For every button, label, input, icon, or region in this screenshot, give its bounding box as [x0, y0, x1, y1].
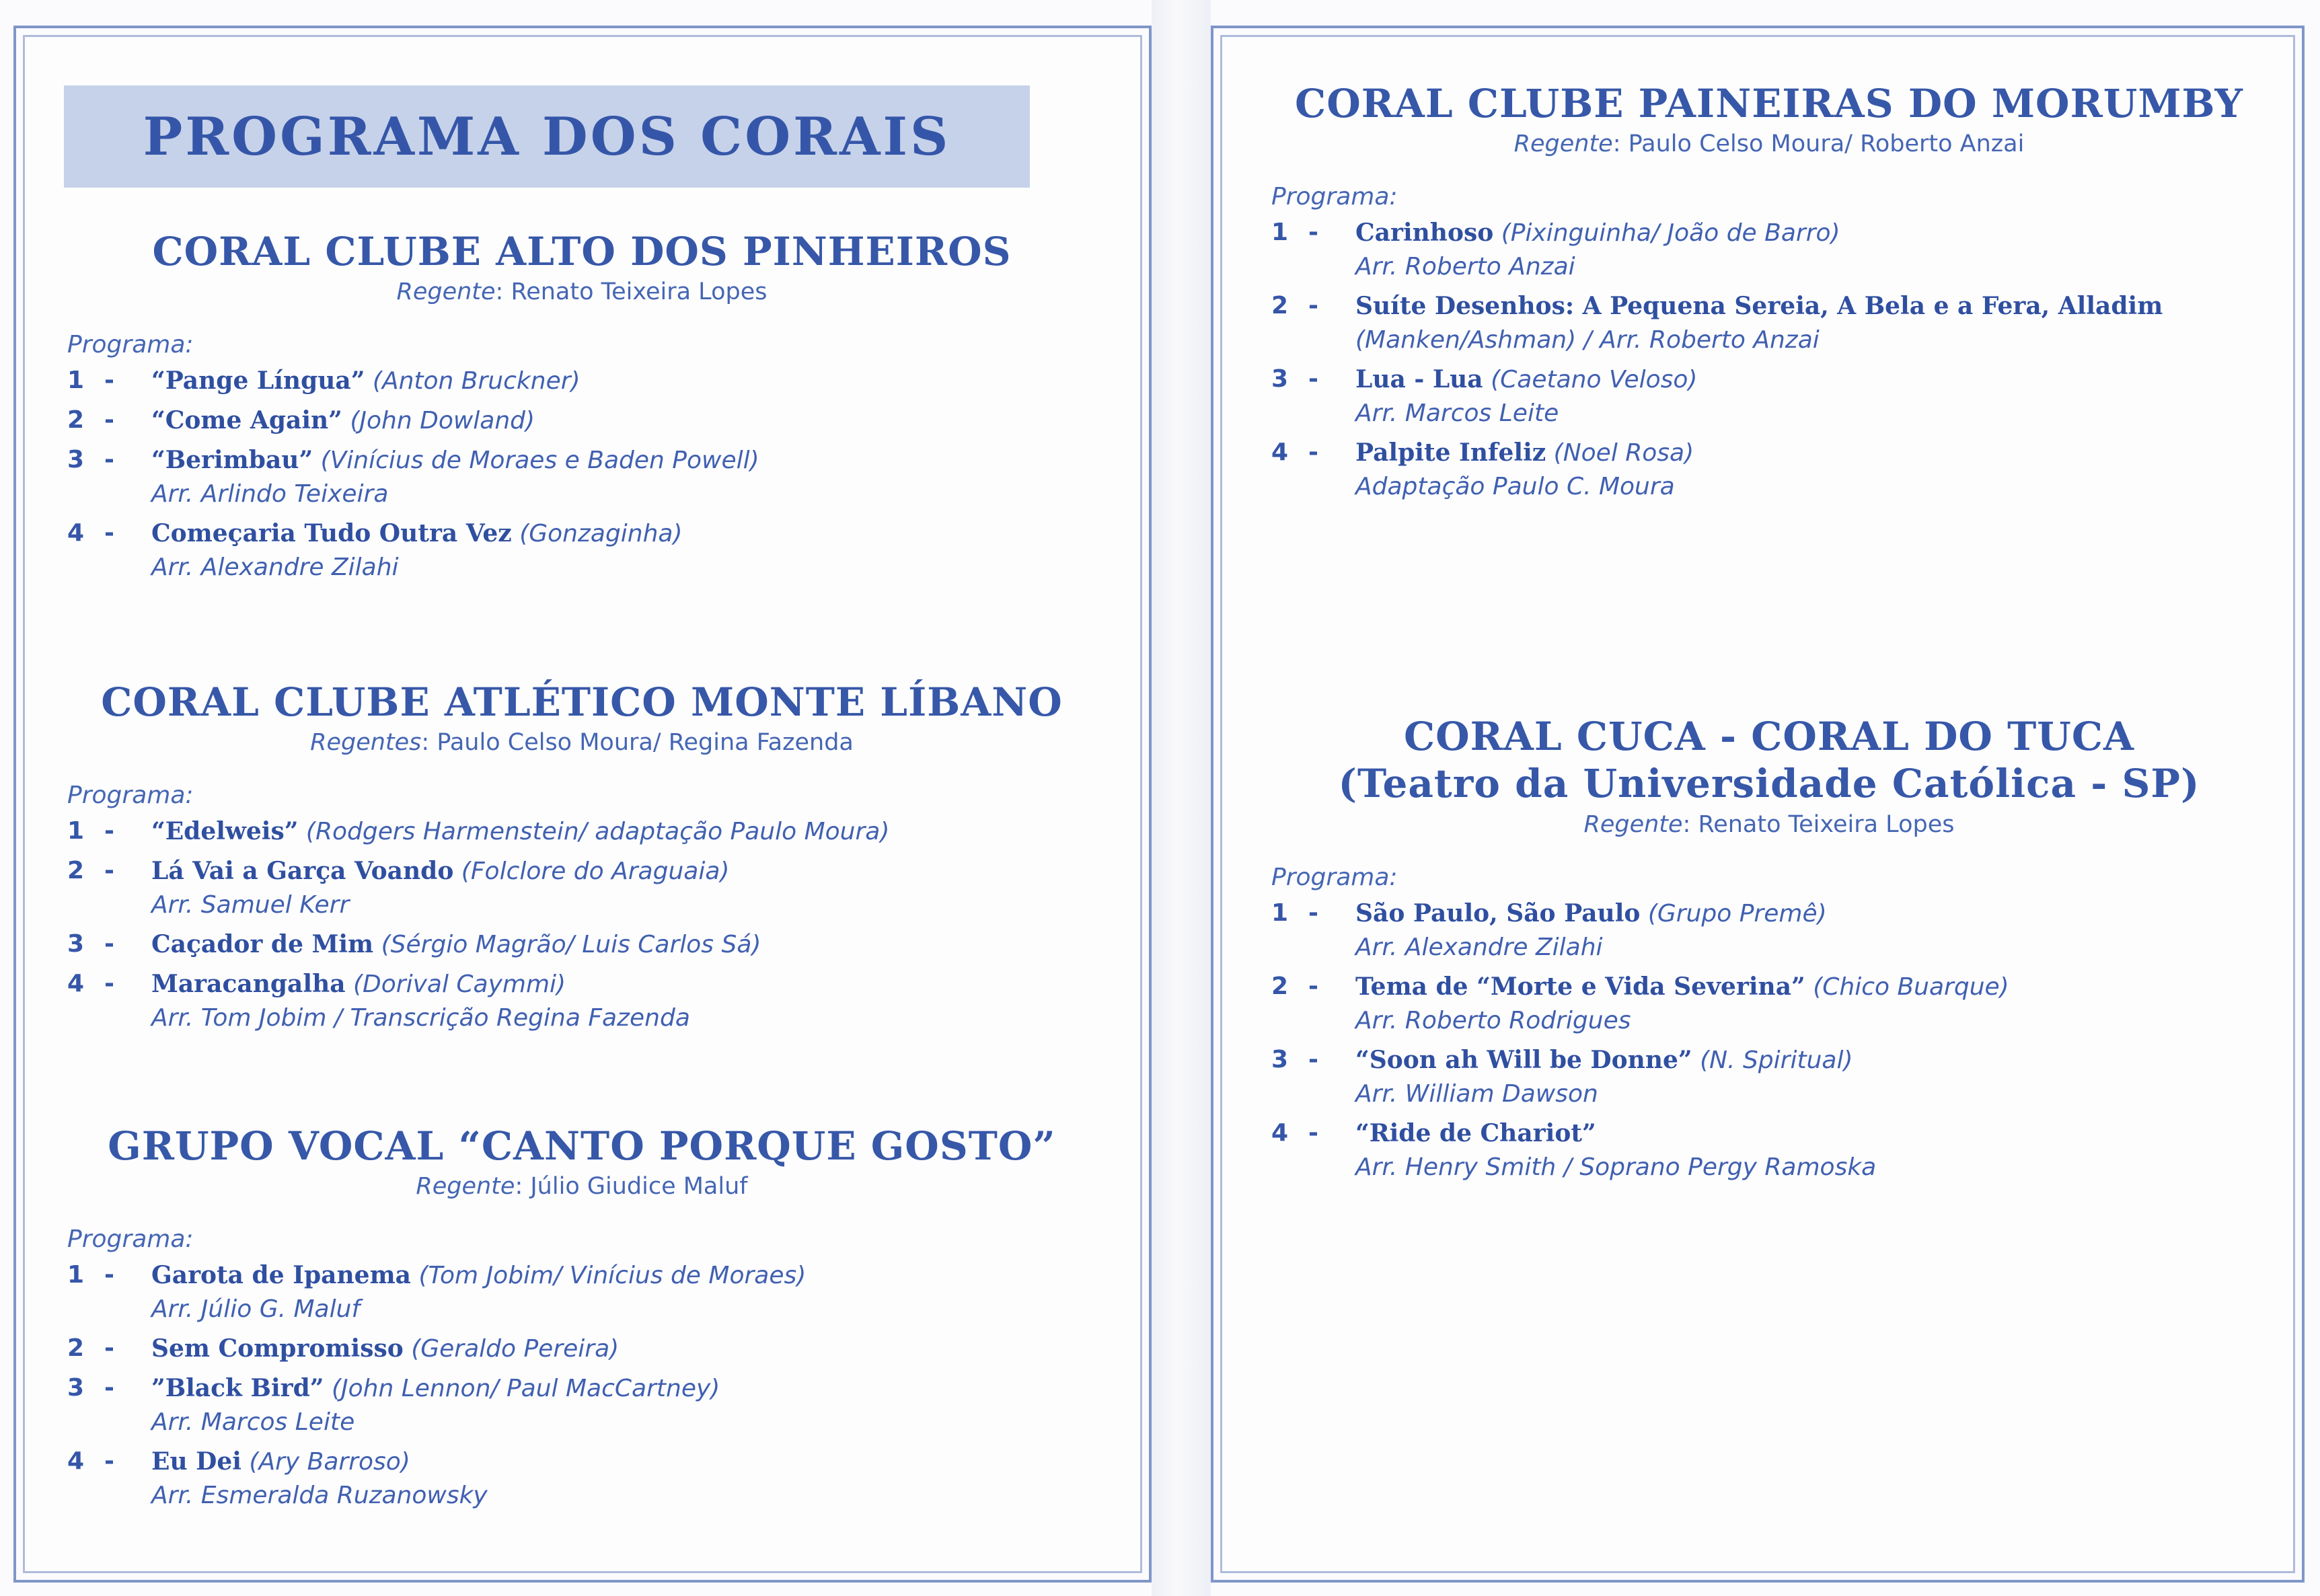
program-item: [1271, 970, 2267, 1038]
item-number: 4: [1271, 1119, 1289, 1147]
item-dash: -: [104, 519, 114, 547]
work-title: “Berimbau”: [151, 446, 313, 474]
work-title: ”Black Bird”: [151, 1374, 324, 1402]
section-alto-dos-pinheiros: [67, 229, 1096, 590]
item-number: 1: [1271, 899, 1289, 927]
item-dash: -: [1308, 899, 1318, 927]
program-item: [1271, 1116, 2267, 1184]
composer: (Chico Buarque): [1813, 973, 2009, 1001]
program-label: Programa:: [67, 782, 194, 809]
composer: (Rodgers Harmenstein/ adaptação Paulo Moura): [305, 818, 890, 845]
work-title: Sem Compromisso: [151, 1334, 404, 1363]
program-label: Programa:: [67, 1225, 194, 1253]
choir-title: CORAL CLUBE ALTO DOS PINHEIROS: [152, 229, 1012, 274]
conductor-role: Regentes: [310, 729, 422, 756]
conductor-line: Regente: Renato Teixeira Lopes: [396, 278, 768, 305]
arrangement: Adaptação Paulo C. Moura: [1355, 473, 1675, 500]
conductor-line: Regente: Júlio Giudice Maluf: [416, 1173, 748, 1200]
item-body: [151, 517, 1096, 584]
item-body: [1355, 1043, 2267, 1111]
work-title: “Soon ah Will be Donne”: [1355, 1046, 1692, 1074]
conductor-line: Regente: Renato Teixeira Lopes: [1583, 811, 1955, 838]
program-list: [67, 364, 1096, 584]
item-number: 2: [1271, 973, 1289, 1000]
arrangement: Arr. Marcos Leite: [1355, 400, 1559, 427]
item-dash: -: [1308, 1119, 1318, 1147]
program-item: [67, 1445, 1096, 1513]
page-fold: [1152, 0, 1211, 1596]
work-title: Carinhoso: [1355, 219, 1494, 247]
conductor-name: Paulo Celso Moura/ Roberto Anzai: [1628, 130, 2025, 157]
item-number: 2: [67, 857, 85, 884]
item-dash: -: [1308, 973, 1318, 1000]
conductor-role: Regente: [396, 278, 496, 305]
item-number: 2: [67, 1334, 85, 1362]
item-dash: -: [104, 817, 114, 845]
item-dash: -: [104, 1374, 114, 1402]
program-label: Programa:: [1271, 183, 1398, 211]
program-list: [67, 1258, 1096, 1513]
program-item: [67, 967, 1096, 1035]
conductor-role: Regente: [1513, 130, 1613, 157]
composer: (Sérgio Magrão/ Luis Carlos Sá): [381, 931, 761, 958]
program-item: [67, 1371, 1096, 1439]
item-dash: -: [1308, 1046, 1318, 1073]
conductor-name: Renato Teixeira Lopes: [1698, 811, 1955, 838]
item-body: [151, 443, 1096, 511]
work-title: Tema de “Morte e Vida Severina”: [1355, 973, 1805, 1001]
item-dash: -: [1308, 292, 1318, 319]
composer: (John Dowland): [350, 407, 535, 434]
program-item: [1271, 897, 2267, 964]
item-number: 3: [67, 446, 85, 473]
work-title: “Edelweis”: [151, 817, 299, 845]
program-list: [67, 814, 1096, 1035]
arrangement: Arr. Marcos Leite: [151, 1408, 355, 1436]
item-number: 3: [1271, 1046, 1289, 1073]
item-dash: -: [104, 930, 114, 958]
item-number: 2: [67, 406, 85, 434]
composer: (Tom Jobim/ Vinícius de Moraes): [418, 1262, 807, 1289]
program-item: [67, 854, 1096, 922]
choir-subtitle: (Teatro da Universidade Católica - SP): [1338, 761, 2200, 806]
arrangement: Arr. Samuel Kerr: [151, 891, 350, 919]
item-dash: -: [1308, 365, 1318, 393]
item-body: [151, 1371, 1096, 1439]
item-body: [1355, 289, 2267, 357]
composer: (Ary Barroso): [249, 1448, 410, 1476]
item-dash: -: [104, 367, 114, 394]
item-body: [151, 854, 1096, 922]
work-title: Eu Dei: [151, 1447, 241, 1476]
item-number: 1: [67, 817, 85, 845]
item-number: 2: [1271, 292, 1289, 319]
banner-title: PROGRAMA DOS CORAIS: [143, 106, 951, 167]
program-item: [67, 517, 1096, 584]
conductor-role: Regente: [1583, 811, 1683, 838]
work-title: Palpite Infeliz: [1355, 439, 1546, 467]
program-item: [1271, 436, 2267, 504]
composer: (Caetano Veloso): [1491, 366, 1698, 393]
arrangement: Arr. Roberto Anzai: [1355, 253, 1575, 280]
conductor-name: Júlio Giudice Maluf: [530, 1173, 748, 1200]
work-title: Começaria Tudo Outra Vez: [151, 519, 512, 547]
item-dash: -: [104, 1334, 114, 1362]
program-banner: [64, 85, 1030, 188]
program-label: Programa:: [67, 331, 194, 358]
item-dash: -: [104, 446, 114, 473]
item-number: 4: [67, 1447, 85, 1475]
program-list: [1271, 897, 2267, 1184]
composer: (Geraldo Pereira): [411, 1335, 620, 1363]
conductor-name: Paulo Celso Moura/ Regina Fazenda: [437, 729, 854, 756]
item-dash: -: [104, 1447, 114, 1475]
choir-title: GRUPO VOCAL “CANTO PORQUE GOSTO”: [108, 1123, 1056, 1169]
arrangement: Arr. Alexandre Zilahi: [151, 554, 399, 581]
work-title: “Ride de Chariot”: [1355, 1119, 1596, 1147]
program-item: [1271, 216, 2267, 284]
item-body: [1355, 436, 2267, 504]
conductor-role: Regente: [416, 1173, 515, 1200]
program-item: [67, 927, 1096, 962]
item-dash: -: [104, 406, 114, 434]
choir-title: CORAL CUCA - CORAL DO TUCA: [1403, 714, 2134, 759]
arrangement: Arr. Tom Jobim / Transcrição Regina Fazenda: [151, 1004, 690, 1032]
item-body: [1355, 363, 2267, 430]
program-item: [67, 814, 1096, 849]
composer: (Pixinguinha/ João de Barro): [1501, 219, 1840, 247]
arrangement: Arr. Esmeralda Ruzanowsky: [151, 1482, 488, 1509]
work-title: Suíte Desenhos: A Pequena Sereia, A Bela e a Fera, Alladim: [1355, 292, 2163, 320]
item-dash: -: [104, 857, 114, 884]
item-number: 3: [67, 1374, 85, 1402]
item-body: [151, 927, 1096, 962]
arrangement: Arr. Arlindo Teixeira: [151, 480, 389, 508]
item-body: [151, 814, 1096, 849]
arrangement: Arr. Roberto Rodrigues: [1355, 1007, 1631, 1034]
item-body: [1355, 897, 2267, 964]
section-monte-libano: [67, 679, 1096, 1040]
item-number: 1: [67, 1261, 85, 1289]
work-title: São Paulo, São Paulo: [1355, 899, 1641, 927]
item-body: [1355, 970, 2267, 1038]
conductor-line: Regentes: Paulo Celso Moura/ Regina Fazenda: [310, 729, 854, 756]
work-title: Lá Vai a Garça Voando: [151, 857, 454, 885]
item-number: 3: [67, 930, 85, 958]
item-number: 4: [1271, 439, 1289, 466]
arrangement: Arr. Alexandre Zilahi: [1355, 934, 1603, 961]
composer: (Folclore do Araguaia): [461, 858, 730, 885]
section-canto-porque-gosto: [67, 1123, 1096, 1518]
composer: (Noel Rosa): [1553, 439, 1694, 467]
item-body: [151, 1258, 1096, 1326]
conductor-name: Renato Teixeira Lopes: [511, 278, 768, 305]
choir-title: CORAL CLUBE PAINEIRAS DO MORUMBY: [1295, 81, 2243, 126]
conductor-line: Regente: Paulo Celso Moura/ Roberto Anzai: [1513, 130, 2025, 157]
item-number: 3: [1271, 365, 1289, 393]
program-label: Programa:: [1271, 864, 1398, 891]
program-item: [67, 1332, 1096, 1366]
item-body: [151, 967, 1096, 1035]
program-item: [1271, 1043, 2267, 1111]
composer: (John Lennon/ Paul MacCartney): [331, 1375, 720, 1402]
work-title: “Pange Língua”: [151, 367, 365, 395]
item-body: [151, 364, 1096, 398]
composer: (Vinícius de Moraes e Baden Powell): [320, 447, 759, 474]
program-item: [67, 404, 1096, 438]
program-item: [67, 443, 1096, 511]
work-title: Caçador de Mim: [151, 930, 374, 958]
arrangement: Arr. Henry Smith / Soprano Pergy Ramoska: [1355, 1153, 1877, 1181]
item-body: [1355, 1116, 2267, 1184]
composer: (Anton Bruckner): [372, 367, 581, 395]
work-title: Garota de Ipanema: [151, 1261, 411, 1289]
arrangement: Arr. William Dawson: [1355, 1080, 1598, 1108]
item-body: [1355, 216, 2267, 284]
item-number: 1: [1271, 219, 1289, 246]
item-dash: -: [104, 970, 114, 997]
section-coral-cuca: [1271, 713, 2267, 1190]
item-number: 1: [67, 367, 85, 394]
item-dash: -: [1308, 439, 1318, 466]
program-item: [1271, 289, 2267, 357]
work-title: Maracangalha: [151, 970, 346, 998]
item-dash: -: [1308, 219, 1318, 246]
program-item: [67, 1258, 1096, 1326]
program-item: [67, 364, 1096, 398]
composer: (Dorival Caymmi): [353, 971, 566, 998]
composer: (Gonzaginha): [519, 520, 683, 547]
composer: (N. Spiritual): [1700, 1047, 1853, 1074]
program-item: [1271, 363, 2267, 430]
item-body: [151, 404, 1096, 438]
item-number: 4: [67, 970, 85, 997]
arrangement: Arr. Júlio G. Maluf: [151, 1295, 361, 1323]
choir-title: CORAL CLUBE ATLÉTICO MONTE LÍBANO: [101, 679, 1063, 725]
item-body: [151, 1445, 1096, 1513]
section-paineiras-do-morumby: [1271, 81, 2267, 509]
arrangement: (Manken/Ashman) / Arr. Roberto Anzai: [1355, 326, 1820, 354]
item-dash: -: [104, 1261, 114, 1289]
composer: (Grupo Premê): [1647, 900, 1827, 927]
work-title: Lua - Lua: [1355, 365, 1483, 393]
item-number: 4: [67, 519, 85, 547]
work-title: “Come Again”: [151, 406, 342, 434]
item-body: [151, 1332, 1096, 1366]
program-list: [1271, 216, 2267, 504]
